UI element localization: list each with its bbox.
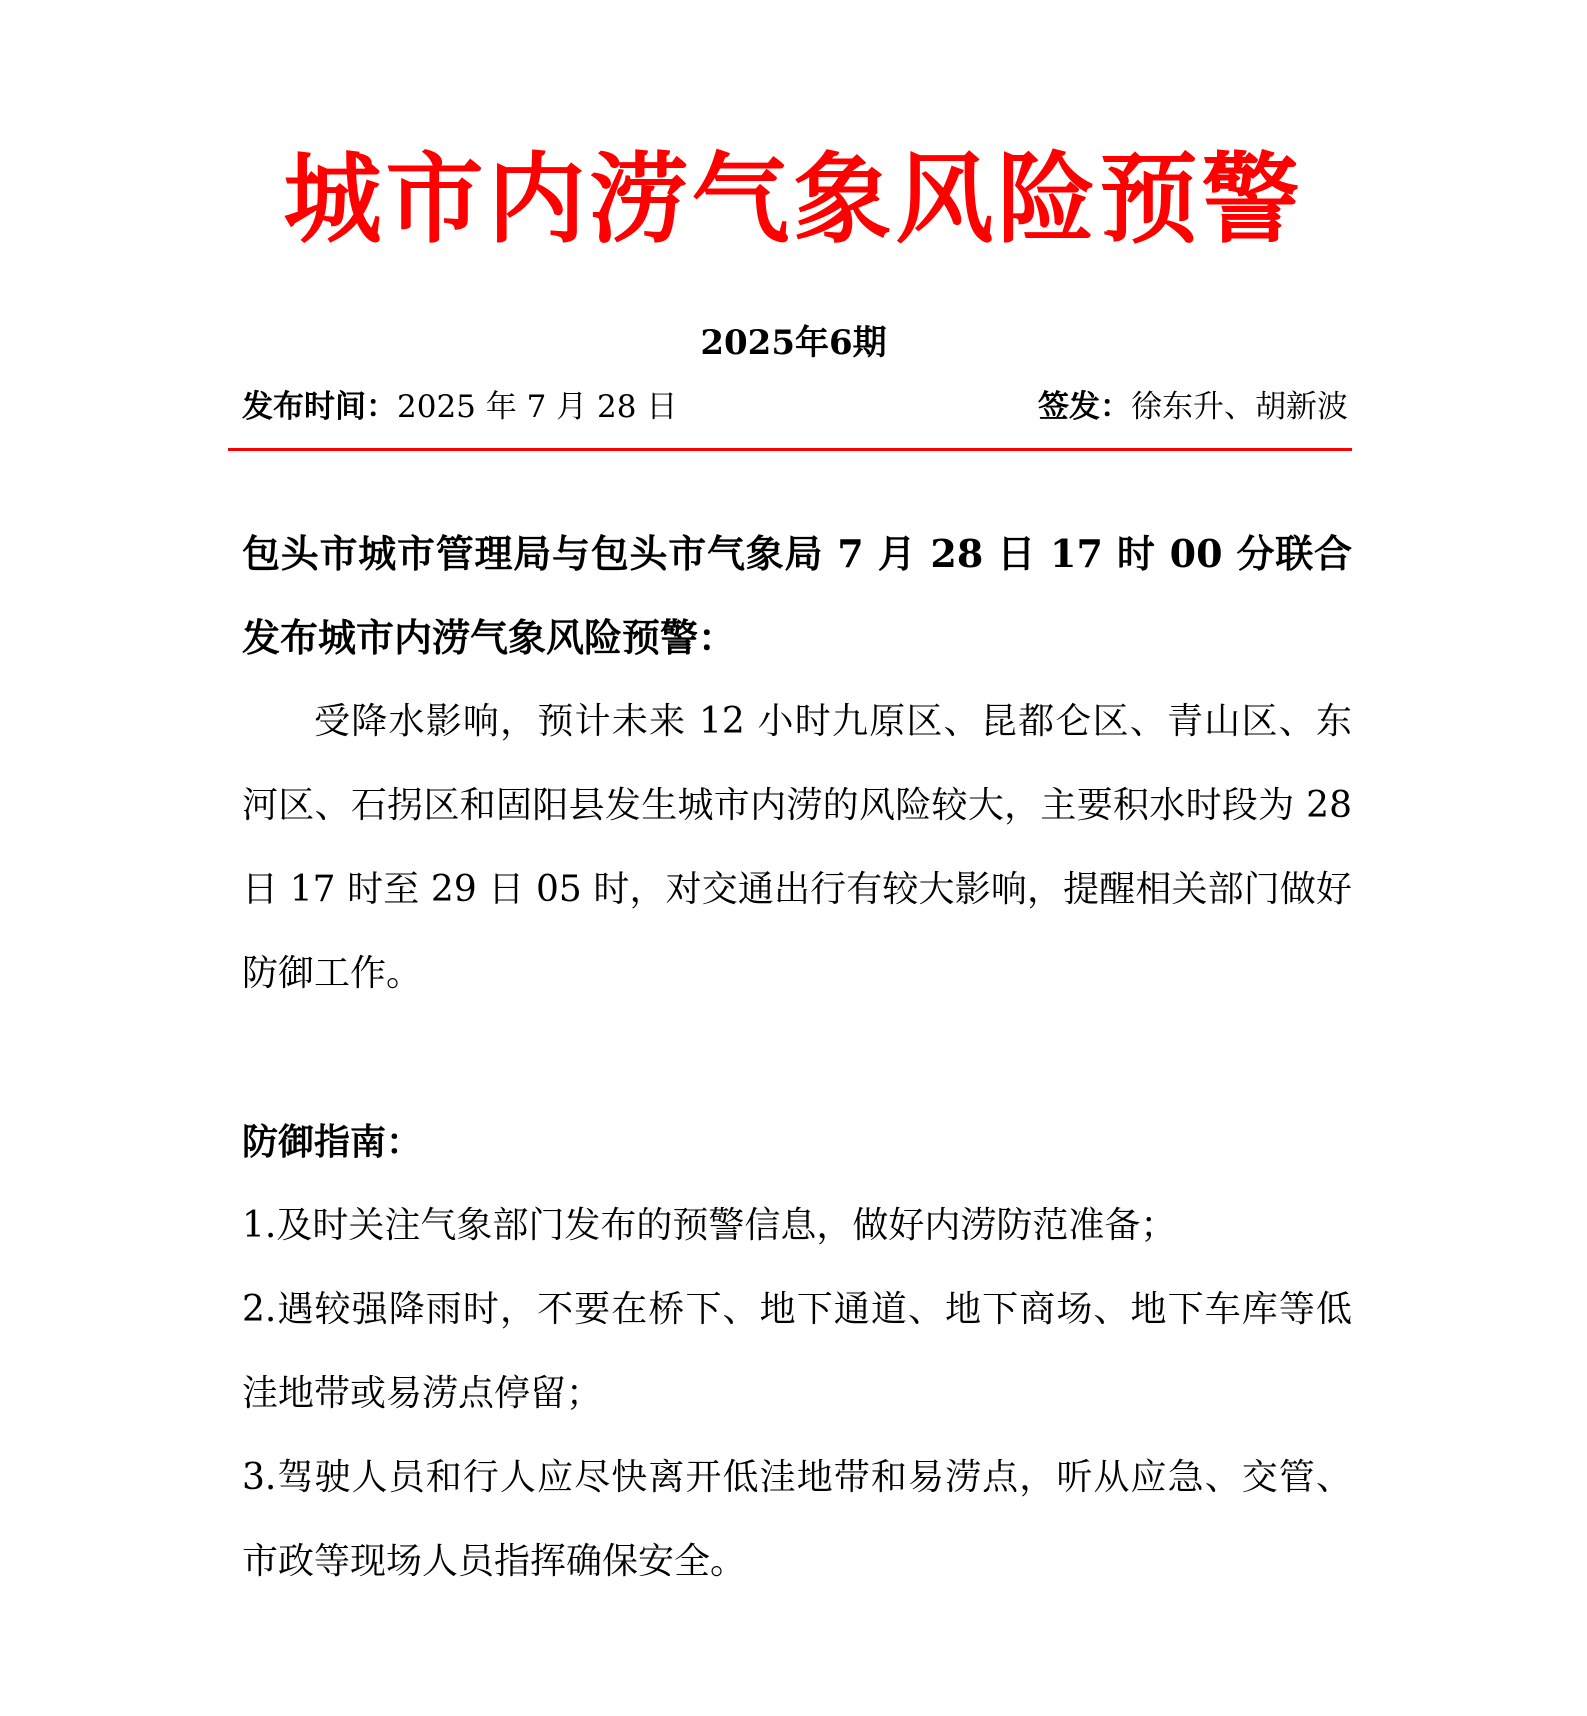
publish-label: 发布时间： xyxy=(242,389,397,425)
publish-date: 2025 年 7 月 28 日 xyxy=(397,389,678,425)
body-paragraph: 受降水影响，预计未来 12 小时九原区、昆都仑区、青山区、东河区、石拐区和固阳县发生城市内涝的风险较大，主要积水时段为 28 日 17 时至 29 日 05 时，对交通出行有较大影响，提醒相关部门做好防御工作。 xyxy=(242,701,1352,994)
guide-item: 3.驾驶人员和行人应尽快离开低洼地带和易涝点，听从应急、交管、市政等现场人员指挥确保安全。 xyxy=(242,1457,1352,1582)
guide-heading: 防御指南： xyxy=(242,1121,423,1163)
guide-item: 2.遇较强降雨时，不要在桥下、地下通道、地下商场、地下车库等低洼地带或易涝点停留； xyxy=(242,1289,1352,1414)
signer-names: 徐东升、胡新波 xyxy=(1131,389,1348,425)
lead-paragraph: 包头市城市管理局与包头市气象局 7 月 28 日 17 时 00 分联合发布城市内涝气象风险预警： xyxy=(242,531,1352,660)
red-divider xyxy=(228,448,1352,451)
signer-label: 签发： xyxy=(1038,389,1131,425)
meta-row xyxy=(242,382,1348,432)
signer-info xyxy=(1038,382,1348,432)
guide-item: 1.及时关注气象部门发布的预警信息，做好内涝防范准备； xyxy=(242,1205,1177,1246)
guide-list xyxy=(242,1184,1352,1604)
issue-number: 2025年6期 xyxy=(700,323,887,363)
document-title: 城市内涝气象风险预警 xyxy=(283,142,1304,257)
publish-info xyxy=(242,382,677,432)
